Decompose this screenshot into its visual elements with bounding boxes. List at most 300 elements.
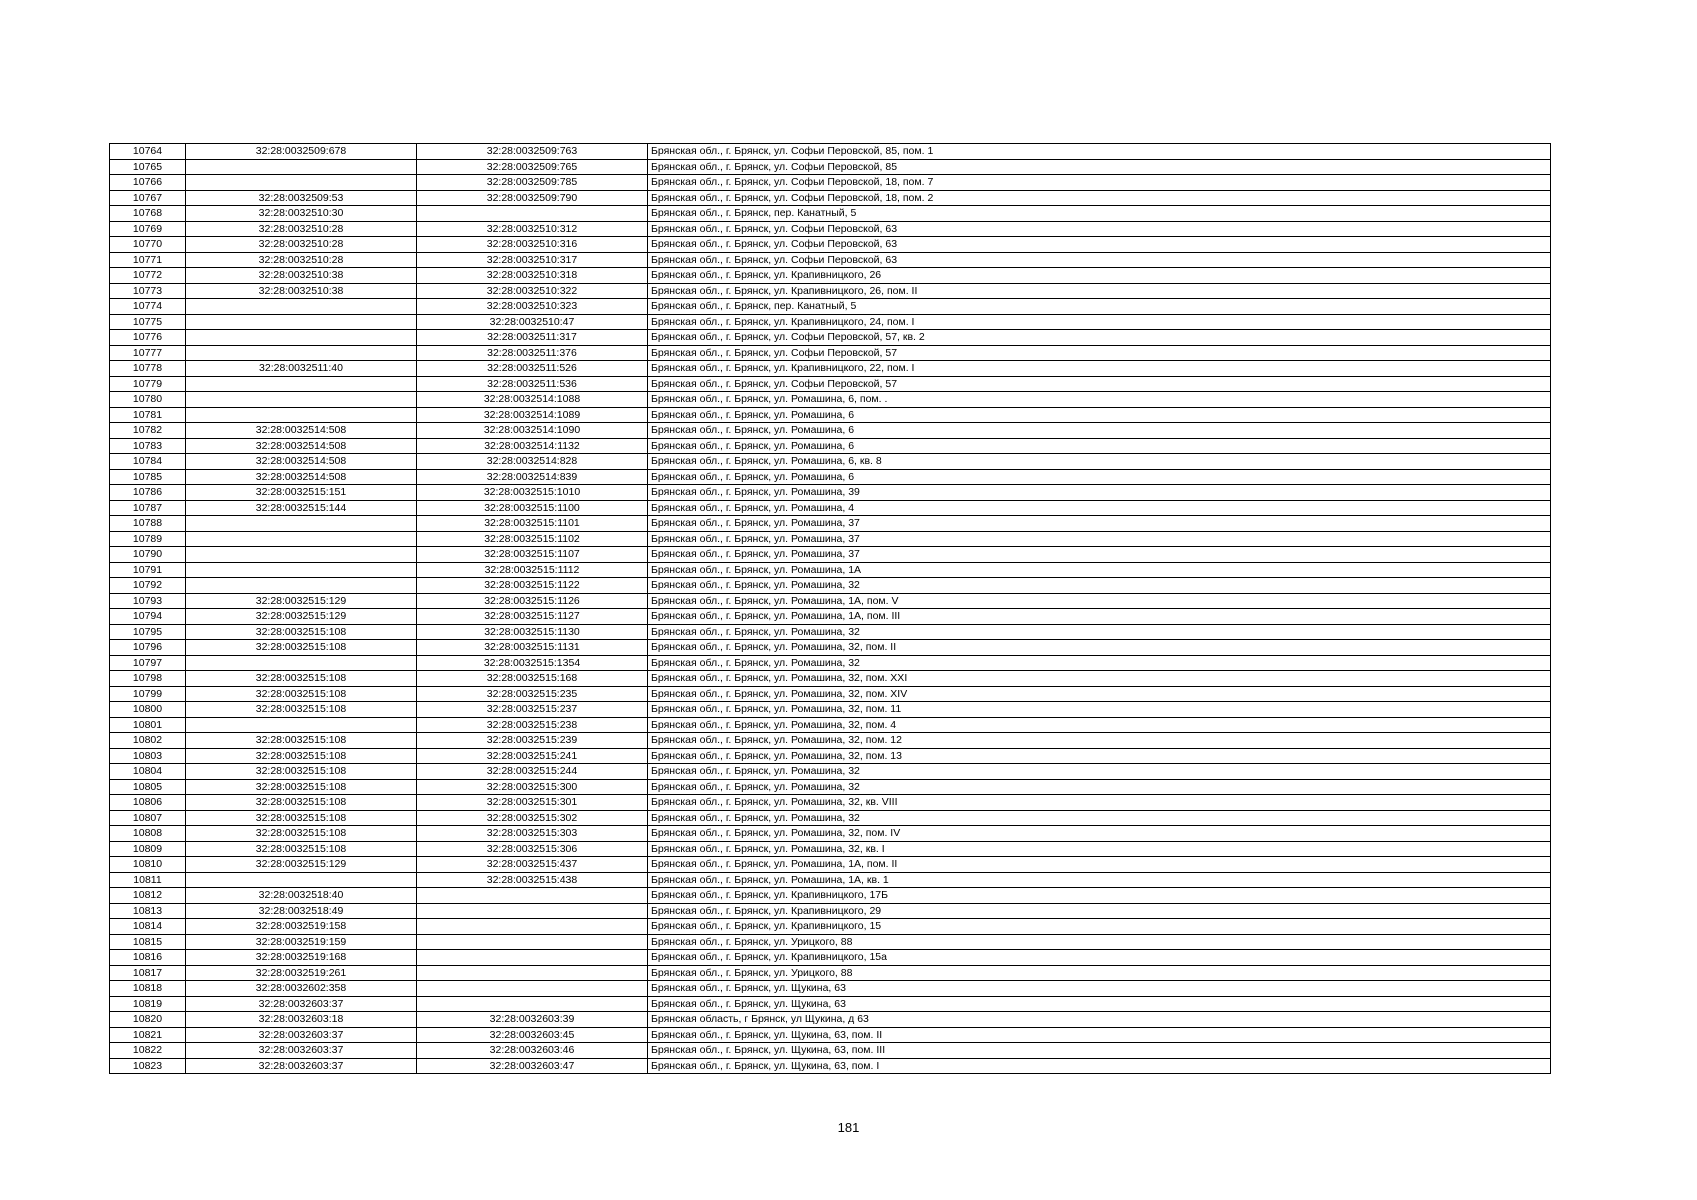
- address-cell: Брянская обл., г. Брянск, ул. Ромашина, 32, пом. IV: [648, 826, 1551, 842]
- table-row: [110, 252, 1551, 268]
- address-cell: Брянская обл., г. Брянск, ул. Ромашина, 1А: [648, 562, 1551, 578]
- cadastral-number-cell: 32:28:0032514:1090: [417, 423, 648, 439]
- table-row: [110, 826, 1551, 842]
- address-cell: Брянская обл., г. Брянск, ул. Софьи Перовской, 63: [648, 221, 1551, 237]
- row-number-cell: 10766: [110, 175, 186, 191]
- row-number-cell: 10778: [110, 361, 186, 377]
- address-cell: Брянская обл., г. Брянск, ул. Ромашина, 32: [648, 655, 1551, 671]
- cadastral-number-cell: 32:28:0032515:1131: [417, 640, 648, 656]
- address-cell: Брянская обл., г. Брянск, ул. Ромашина, 6, кв. 8: [648, 454, 1551, 470]
- parent-cadastral-cell: 32:28:0032515:144: [186, 500, 417, 516]
- table-row: [110, 841, 1551, 857]
- address-cell: Брянская обл., г. Брянск, ул. Ромашина, 32, кв. I: [648, 841, 1551, 857]
- parent-cadastral-cell: [186, 392, 417, 408]
- cadastral-number-cell: [417, 206, 648, 222]
- cadastral-number-cell: 32:28:0032511:526: [417, 361, 648, 377]
- table-row: [110, 361, 1551, 377]
- parent-cadastral-cell: 32:28:0032515:108: [186, 671, 417, 687]
- parent-cadastral-cell: 32:28:0032519:168: [186, 950, 417, 966]
- address-cell: Брянская обл., г. Брянск, пер. Канатный, 5: [648, 206, 1551, 222]
- table-row: [110, 950, 1551, 966]
- address-cell: Брянская обл., г. Брянск, ул. Софьи Перовской, 85, пом. 1: [648, 144, 1551, 160]
- parent-cadastral-cell: 32:28:0032518:49: [186, 903, 417, 919]
- parent-cadastral-cell: 32:28:0032515:108: [186, 779, 417, 795]
- cadastral-number-cell: 32:28:0032509:765: [417, 159, 648, 175]
- parent-cadastral-cell: 32:28:0032515:108: [186, 826, 417, 842]
- address-cell: Брянская обл., г. Брянск, ул. Щукина, 63, пом. III: [648, 1043, 1551, 1059]
- parent-cadastral-cell: 32:28:0032514:508: [186, 423, 417, 439]
- address-cell: Брянская обл., г. Брянск, ул. Ромашина, 1А, пом. II: [648, 857, 1551, 873]
- row-number-cell: 10786: [110, 485, 186, 501]
- row-number-cell: 10816: [110, 950, 186, 966]
- table-row: [110, 640, 1551, 656]
- cadastral-number-cell: 32:28:0032515:239: [417, 733, 648, 749]
- row-number-cell: 10791: [110, 562, 186, 578]
- cadastral-number-cell: [417, 934, 648, 950]
- parent-cadastral-cell: 32:28:0032510:28: [186, 252, 417, 268]
- row-number-cell: 10808: [110, 826, 186, 842]
- table-row: [110, 733, 1551, 749]
- cadastral-number-cell: 32:28:0032515:1126: [417, 593, 648, 609]
- address-cell: Брянская обл., г. Брянск, ул. Ромашина, 1А, пом. III: [648, 609, 1551, 625]
- address-cell: Брянская обл., г. Брянск, ул. Крапивницкого, 22, пом. I: [648, 361, 1551, 377]
- row-number-cell: 10795: [110, 624, 186, 640]
- parent-cadastral-cell: [186, 717, 417, 733]
- cadastral-number-cell: 32:28:0032514:1089: [417, 407, 648, 423]
- parent-cadastral-cell: [186, 547, 417, 563]
- row-number-cell: 10771: [110, 252, 186, 268]
- parent-cadastral-cell: 32:28:0032603:37: [186, 996, 417, 1012]
- parent-cadastral-cell: [186, 578, 417, 594]
- parent-cadastral-cell: 32:28:0032515:129: [186, 857, 417, 873]
- cadastral-number-cell: 32:28:0032515:300: [417, 779, 648, 795]
- cadastral-number-cell: 32:28:0032515:1130: [417, 624, 648, 640]
- parent-cadastral-cell: 32:28:0032519:158: [186, 919, 417, 935]
- parent-cadastral-cell: [186, 872, 417, 888]
- table-row: [110, 376, 1551, 392]
- address-cell: Брянская обл., г. Брянск, ул. Ромашина, 6: [648, 423, 1551, 439]
- table-row: [110, 175, 1551, 191]
- parent-cadastral-cell: 32:28:0032510:28: [186, 221, 417, 237]
- parent-cadastral-cell: 32:28:0032509:678: [186, 144, 417, 160]
- table-row: [110, 547, 1551, 563]
- table-row: [110, 810, 1551, 826]
- parent-cadastral-cell: 32:28:0032515:108: [186, 733, 417, 749]
- table-row: [110, 206, 1551, 222]
- row-number-cell: 10768: [110, 206, 186, 222]
- parent-cadastral-cell: 32:28:0032515:108: [186, 686, 417, 702]
- table-row: [110, 779, 1551, 795]
- row-number-cell: 10802: [110, 733, 186, 749]
- row-number-cell: 10806: [110, 795, 186, 811]
- table-row: [110, 996, 1551, 1012]
- row-number-cell: 10787: [110, 500, 186, 516]
- table-row: [110, 764, 1551, 780]
- row-number-cell: 10774: [110, 299, 186, 315]
- cadastral-number-cell: 32:28:0032515:437: [417, 857, 648, 873]
- parent-cadastral-cell: 32:28:0032603:37: [186, 1027, 417, 1043]
- table-row: [110, 299, 1551, 315]
- address-cell: Брянская обл., г. Брянск, ул. Ромашина, 37: [648, 531, 1551, 547]
- row-number-cell: 10810: [110, 857, 186, 873]
- address-cell: Брянская обл., г. Брянск, ул. Ромашина, 32: [648, 810, 1551, 826]
- row-number-cell: 10775: [110, 314, 186, 330]
- parent-cadastral-cell: [186, 314, 417, 330]
- cadastral-number-cell: 32:28:0032509:785: [417, 175, 648, 191]
- cadastral-number-cell: 32:28:0032509:763: [417, 144, 648, 160]
- address-cell: Брянская обл., г. Брянск, ул. Крапивницкого, 29: [648, 903, 1551, 919]
- address-cell: Брянская обл., г. Брянск, ул. Ромашина, 1А, кв. 1: [648, 872, 1551, 888]
- cadastral-number-cell: 32:28:0032515:1354: [417, 655, 648, 671]
- cadastral-number-cell: 32:28:0032515:303: [417, 826, 648, 842]
- parent-cadastral-cell: 32:28:0032519:261: [186, 965, 417, 981]
- parent-cadastral-cell: 32:28:0032510:38: [186, 268, 417, 284]
- address-cell: Брянская обл., г. Брянск, ул. Ромашина, 32, пом. XXI: [648, 671, 1551, 687]
- address-cell: Брянская обл., г. Брянск, ул. Щукина, 63: [648, 981, 1551, 997]
- address-cell: Брянская обл., г. Брянск, ул. Урицкого, 88: [648, 965, 1551, 981]
- parent-cadastral-cell: 32:28:0032603:37: [186, 1058, 417, 1074]
- table-row: [110, 283, 1551, 299]
- cadastral-number-cell: 32:28:0032515:1112: [417, 562, 648, 578]
- address-cell: Брянская обл., г. Брянск, ул. Урицкого, 88: [648, 934, 1551, 950]
- cadastral-number-cell: [417, 950, 648, 966]
- row-number-cell: 10818: [110, 981, 186, 997]
- cadastral-number-cell: 32:28:0032603:46: [417, 1043, 648, 1059]
- table-row: [110, 981, 1551, 997]
- address-cell: Брянская обл., г. Брянск, ул. Ромашина, 4: [648, 500, 1551, 516]
- cadastral-number-cell: 32:28:0032510:323: [417, 299, 648, 315]
- row-number-cell: 10811: [110, 872, 186, 888]
- table-row: [110, 144, 1551, 160]
- row-number-cell: 10793: [110, 593, 186, 609]
- row-number-cell: 10800: [110, 702, 186, 718]
- address-cell: Брянская обл., г. Брянск, ул. Софьи Перовской, 57, кв. 2: [648, 330, 1551, 346]
- table-row: [110, 314, 1551, 330]
- parent-cadastral-cell: 32:28:0032515:108: [186, 748, 417, 764]
- cadastral-number-cell: 32:28:0032510:317: [417, 252, 648, 268]
- cadastral-table: [109, 143, 1551, 1074]
- table-row: [110, 531, 1551, 547]
- cadastral-number-cell: 32:28:0032509:790: [417, 190, 648, 206]
- row-number-cell: 10814: [110, 919, 186, 935]
- cadastral-number-cell: 32:28:0032515:244: [417, 764, 648, 780]
- row-number-cell: 10772: [110, 268, 186, 284]
- address-cell: Брянская обл., г. Брянск, ул. Ромашина, 32, пом. II: [648, 640, 1551, 656]
- row-number-cell: 10823: [110, 1058, 186, 1074]
- row-number-cell: 10805: [110, 779, 186, 795]
- address-cell: Брянская обл., г. Брянск, ул. Ромашина, 37: [648, 547, 1551, 563]
- parent-cadastral-cell: [186, 159, 417, 175]
- parent-cadastral-cell: 32:28:0032515:108: [186, 795, 417, 811]
- cadastral-number-cell: 32:28:0032515:237: [417, 702, 648, 718]
- cadastral-number-cell: 32:28:0032515:306: [417, 841, 648, 857]
- address-cell: Брянская обл., г. Брянск, ул. Ромашина, 32: [648, 578, 1551, 594]
- row-number-cell: 10817: [110, 965, 186, 981]
- table-row: [110, 516, 1551, 532]
- parent-cadastral-cell: 32:28:0032515:108: [186, 810, 417, 826]
- address-cell: Брянская обл., г. Брянск, ул. Софьи Перовской, 57: [648, 376, 1551, 392]
- row-number-cell: 10820: [110, 1012, 186, 1028]
- address-cell: Брянская обл., г. Брянск, ул. Софьи Перовской, 85: [648, 159, 1551, 175]
- cadastral-number-cell: 32:28:0032511:376: [417, 345, 648, 361]
- parent-cadastral-cell: 32:28:0032511:40: [186, 361, 417, 377]
- row-number-cell: 10781: [110, 407, 186, 423]
- row-number-cell: 10780: [110, 392, 186, 408]
- address-cell: Брянская обл., г. Брянск, ул. Крапивницкого, 15: [648, 919, 1551, 935]
- cadastral-number-cell: 32:28:0032515:168: [417, 671, 648, 687]
- address-cell: Брянская обл., г. Брянск, ул. Крапивницкого, 26: [648, 268, 1551, 284]
- cadastral-number-cell: 32:28:0032515:302: [417, 810, 648, 826]
- parent-cadastral-cell: 32:28:0032514:508: [186, 438, 417, 454]
- parent-cadastral-cell: 32:28:0032514:508: [186, 469, 417, 485]
- address-cell: Брянская обл., г. Брянск, ул. Щукина, 63, пом. II: [648, 1027, 1551, 1043]
- table-row: [110, 345, 1551, 361]
- cadastral-number-cell: 32:28:0032515:1010: [417, 485, 648, 501]
- table-row: [110, 562, 1551, 578]
- parent-cadastral-cell: 32:28:0032510:38: [186, 283, 417, 299]
- address-cell: Брянская обл., г. Брянск, ул. Ромашина, 6: [648, 407, 1551, 423]
- table-row: [110, 919, 1551, 935]
- row-number-cell: 10773: [110, 283, 186, 299]
- table-row: [110, 888, 1551, 904]
- table-row: [110, 609, 1551, 625]
- row-number-cell: 10790: [110, 547, 186, 563]
- row-number-cell: 10784: [110, 454, 186, 470]
- address-cell: Брянская обл., г. Брянск, ул. Софьи Перовской, 18, пом. 2: [648, 190, 1551, 206]
- row-number-cell: 10796: [110, 640, 186, 656]
- table-row: [110, 934, 1551, 950]
- table-row: [110, 655, 1551, 671]
- row-number-cell: 10803: [110, 748, 186, 764]
- row-number-cell: 10813: [110, 903, 186, 919]
- address-cell: Брянская обл., г. Брянск, ул. Ромашина, 39: [648, 485, 1551, 501]
- parent-cadastral-cell: 32:28:0032515:108: [186, 841, 417, 857]
- parent-cadastral-cell: 32:28:0032510:28: [186, 237, 417, 253]
- cadastral-number-cell: 32:28:0032511:536: [417, 376, 648, 392]
- row-number-cell: 10792: [110, 578, 186, 594]
- cadastral-number-cell: 32:28:0032515:241: [417, 748, 648, 764]
- address-cell: Брянская обл., г. Брянск, ул. Ромашина, 32, пом. 11: [648, 702, 1551, 718]
- address-cell: Брянская обл., г. Брянск, ул. Ромашина, 32: [648, 779, 1551, 795]
- row-number-cell: 10804: [110, 764, 186, 780]
- address-cell: Брянская обл., г. Брянск, ул. Ромашина, 32, пом. 12: [648, 733, 1551, 749]
- cadastral-number-cell: 32:28:0032514:828: [417, 454, 648, 470]
- row-number-cell: 10809: [110, 841, 186, 857]
- table-row: [110, 221, 1551, 237]
- parent-cadastral-cell: [186, 376, 417, 392]
- cadastral-number-cell: 32:28:0032511:317: [417, 330, 648, 346]
- parent-cadastral-cell: [186, 299, 417, 315]
- row-number-cell: 10765: [110, 159, 186, 175]
- address-cell: Брянская обл., г. Брянск, ул. Ромашина, 6, пом. .: [648, 392, 1551, 408]
- cadastral-number-cell: 32:28:0032514:839: [417, 469, 648, 485]
- parent-cadastral-cell: [186, 516, 417, 532]
- parent-cadastral-cell: 32:28:0032519:159: [186, 934, 417, 950]
- parent-cadastral-cell: 32:28:0032515:129: [186, 593, 417, 609]
- row-number-cell: 10819: [110, 996, 186, 1012]
- table-row: [110, 593, 1551, 609]
- address-cell: Брянская обл., г. Брянск, ул. Крапивницкого, 26, пом. II: [648, 283, 1551, 299]
- address-cell: Брянская обл., г. Брянск, пер. Канатный, 5: [648, 299, 1551, 315]
- table-row: [110, 903, 1551, 919]
- row-number-cell: 10807: [110, 810, 186, 826]
- parent-cadastral-cell: 32:28:0032602:358: [186, 981, 417, 997]
- address-cell: Брянская обл., г. Брянск, ул. Софьи Перовской, 57: [648, 345, 1551, 361]
- table-row: [110, 748, 1551, 764]
- table-row: [110, 671, 1551, 687]
- table-row: [110, 702, 1551, 718]
- row-number-cell: 10767: [110, 190, 186, 206]
- row-number-cell: 10794: [110, 609, 186, 625]
- row-number-cell: 10770: [110, 237, 186, 253]
- cadastral-number-cell: 32:28:0032515:235: [417, 686, 648, 702]
- parent-cadastral-cell: [186, 330, 417, 346]
- cadastral-number-cell: 32:28:0032510:318: [417, 268, 648, 284]
- address-cell: Брянская обл., г. Брянск, ул. Ромашина, 32: [648, 624, 1551, 640]
- row-number-cell: 10798: [110, 671, 186, 687]
- cadastral-number-cell: [417, 919, 648, 935]
- table-row: [110, 190, 1551, 206]
- cadastral-number-cell: [417, 965, 648, 981]
- parent-cadastral-cell: 32:28:0032514:508: [186, 454, 417, 470]
- table-row: [110, 438, 1551, 454]
- cadastral-number-cell: 32:28:0032603:45: [417, 1027, 648, 1043]
- row-number-cell: 10779: [110, 376, 186, 392]
- cadastral-number-cell: 32:28:0032515:1100: [417, 500, 648, 516]
- address-cell: Брянская обл., г. Брянск, ул. Ромашина, 32, пом. 13: [648, 748, 1551, 764]
- row-number-cell: 10812: [110, 888, 186, 904]
- cadastral-number-cell: [417, 981, 648, 997]
- row-number-cell: 10777: [110, 345, 186, 361]
- row-number-cell: 10801: [110, 717, 186, 733]
- table-row: [110, 965, 1551, 981]
- cadastral-number-cell: [417, 903, 648, 919]
- address-cell: Брянская обл., г. Брянск, ул. Ромашина, 32, пом. 4: [648, 717, 1551, 733]
- table-row: [110, 500, 1551, 516]
- table-row: [110, 624, 1551, 640]
- table-row: [110, 159, 1551, 175]
- parent-cadastral-cell: [186, 175, 417, 191]
- cadastral-number-cell: 32:28:0032515:1107: [417, 547, 648, 563]
- parent-cadastral-cell: [186, 345, 417, 361]
- address-cell: Брянская обл., г. Брянск, ул. Крапивницкого, 15а: [648, 950, 1551, 966]
- address-cell: Брянская обл., г. Брянск, ул. Софьи Перовской, 63: [648, 252, 1551, 268]
- parent-cadastral-cell: 32:28:0032509:53: [186, 190, 417, 206]
- row-number-cell: 10822: [110, 1043, 186, 1059]
- address-cell: Брянская обл., г. Брянск, ул. Софьи Перовской, 18, пом. 7: [648, 175, 1551, 191]
- cadastral-number-cell: 32:28:0032603:47: [417, 1058, 648, 1074]
- address-cell: Брянская область, г Брянск, ул Щукина, д 63: [648, 1012, 1551, 1028]
- cadastral-number-cell: [417, 888, 648, 904]
- cadastral-number-cell: 32:28:0032514:1132: [417, 438, 648, 454]
- page-number: 181: [837, 1120, 860, 1135]
- row-number-cell: 10776: [110, 330, 186, 346]
- table-row: [110, 717, 1551, 733]
- row-number-cell: 10764: [110, 144, 186, 160]
- cadastral-number-cell: 32:28:0032603:39: [417, 1012, 648, 1028]
- row-number-cell: 10785: [110, 469, 186, 485]
- address-cell: Брянская обл., г. Брянск, ул. Ромашина, 6: [648, 469, 1551, 485]
- table-row: [110, 857, 1551, 873]
- table-row: [110, 578, 1551, 594]
- address-cell: Брянская обл., г. Брянск, ул. Софьи Перовской, 63: [648, 237, 1551, 253]
- cadastral-number-cell: 32:28:0032515:1102: [417, 531, 648, 547]
- table-row: [110, 469, 1551, 485]
- address-cell: Брянская обл., г. Брянск, ул. Ромашина, 32: [648, 764, 1551, 780]
- cadastral-number-cell: [417, 996, 648, 1012]
- table-row: [110, 872, 1551, 888]
- row-number-cell: 10769: [110, 221, 186, 237]
- cadastral-number-cell: 32:28:0032510:312: [417, 221, 648, 237]
- row-number-cell: 10788: [110, 516, 186, 532]
- cadastral-number-cell: 32:28:0032515:438: [417, 872, 648, 888]
- parent-cadastral-cell: [186, 531, 417, 547]
- address-cell: Брянская обл., г. Брянск, ул. Ромашина, 32, пом. XIV: [648, 686, 1551, 702]
- table-body: [110, 144, 1551, 1074]
- table-row: [110, 392, 1551, 408]
- cadastral-number-cell: 32:28:0032510:322: [417, 283, 648, 299]
- row-number-cell: 10783: [110, 438, 186, 454]
- parent-cadastral-cell: 32:28:0032603:37: [186, 1043, 417, 1059]
- table-row: [110, 330, 1551, 346]
- row-number-cell: 10789: [110, 531, 186, 547]
- parent-cadastral-cell: [186, 655, 417, 671]
- table-row: [110, 407, 1551, 423]
- row-number-cell: 10799: [110, 686, 186, 702]
- table-row: [110, 454, 1551, 470]
- address-cell: Брянская обл., г. Брянск, ул. Ромашина, 37: [648, 516, 1551, 532]
- table-row: [110, 686, 1551, 702]
- cadastral-number-cell: 32:28:0032510:47: [417, 314, 648, 330]
- parent-cadastral-cell: 32:28:0032518:40: [186, 888, 417, 904]
- table-row: [110, 485, 1551, 501]
- cadastral-number-cell: 32:28:0032515:1127: [417, 609, 648, 625]
- address-cell: Брянская обл., г. Брянск, ул. Крапивницкого, 24, пом. I: [648, 314, 1551, 330]
- parent-cadastral-cell: 32:28:0032515:108: [186, 640, 417, 656]
- row-number-cell: 10797: [110, 655, 186, 671]
- address-cell: Брянская обл., г. Брянск, ул. Крапивницкого, 17Б: [648, 888, 1551, 904]
- row-number-cell: 10782: [110, 423, 186, 439]
- table-row: [110, 1043, 1551, 1059]
- parent-cadastral-cell: 32:28:0032515:129: [186, 609, 417, 625]
- row-number-cell: 10815: [110, 934, 186, 950]
- parent-cadastral-cell: [186, 562, 417, 578]
- table-row: [110, 1058, 1551, 1074]
- cadastral-number-cell: 32:28:0032515:1101: [417, 516, 648, 532]
- address-cell: Брянская обл., г. Брянск, ул. Ромашина, 6: [648, 438, 1551, 454]
- table-row: [110, 237, 1551, 253]
- parent-cadastral-cell: 32:28:0032515:108: [186, 624, 417, 640]
- address-cell: Брянская обл., г. Брянск, ул. Щукина, 63, пом. I: [648, 1058, 1551, 1074]
- cadastral-number-cell: 32:28:0032515:1122: [417, 578, 648, 594]
- row-number-cell: 10821: [110, 1027, 186, 1043]
- parent-cadastral-cell: 32:28:0032515:108: [186, 702, 417, 718]
- table-row: [110, 268, 1551, 284]
- address-cell: Брянская обл., г. Брянск, ул. Щукина, 63: [648, 996, 1551, 1012]
- table-row: [110, 423, 1551, 439]
- parent-cadastral-cell: 32:28:0032515:151: [186, 485, 417, 501]
- table-row: [110, 1012, 1551, 1028]
- table-row: [110, 795, 1551, 811]
- parent-cadastral-cell: 32:28:0032515:108: [186, 764, 417, 780]
- cadastral-number-cell: 32:28:0032515:301: [417, 795, 648, 811]
- cadastral-number-cell: 32:28:0032514:1088: [417, 392, 648, 408]
- cadastral-number-cell: 32:28:0032510:316: [417, 237, 648, 253]
- parent-cadastral-cell: 32:28:0032510:30: [186, 206, 417, 222]
- table-row: [110, 1027, 1551, 1043]
- address-cell: Брянская обл., г. Брянск, ул. Ромашина, 1А, пом. V: [648, 593, 1551, 609]
- cadastral-number-cell: 32:28:0032515:238: [417, 717, 648, 733]
